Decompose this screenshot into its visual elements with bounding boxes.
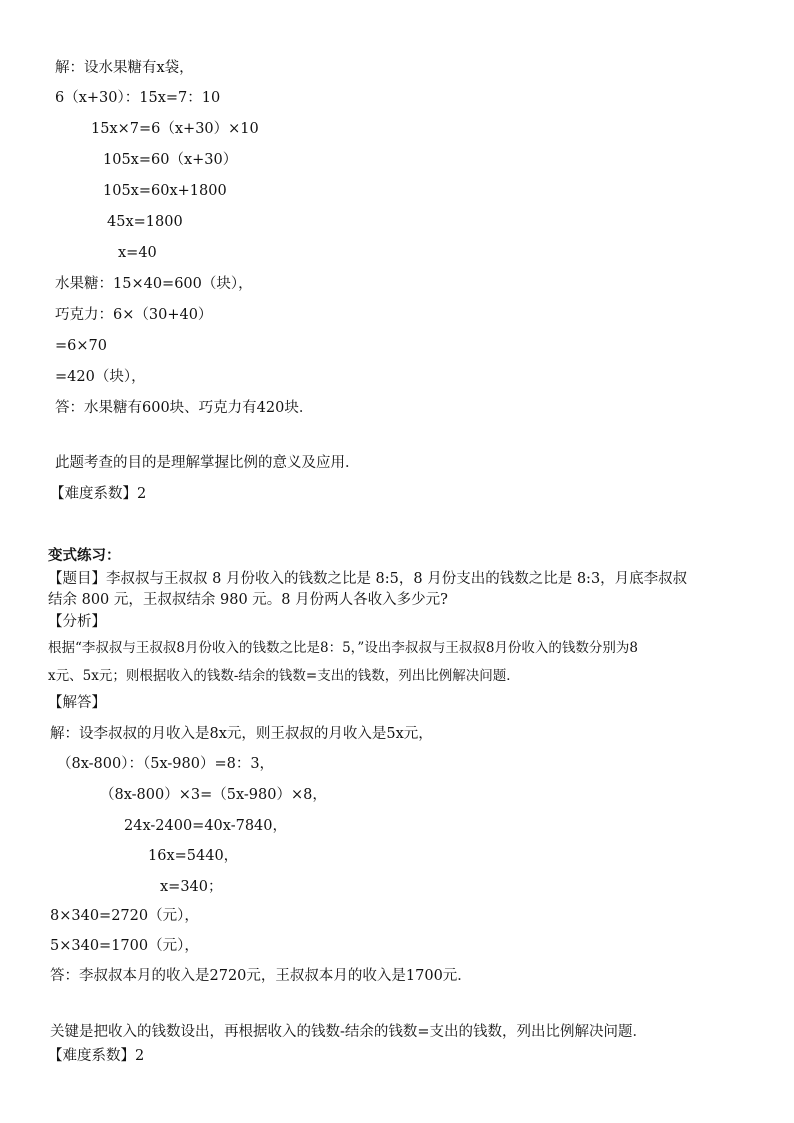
comment-1: 此题考查的目的是理解掌握比例的意义及应用． — [55, 455, 360, 471]
solution2-line-3: （8x-800）×3=（5x-980）×8， — [100, 787, 327, 803]
analysis-label: 【分析】 — [48, 614, 106, 630]
solution1-line-10: =6×70 — [55, 338, 107, 354]
solution1-line-2: 6（x+30）：15x=7：10 — [55, 90, 221, 106]
problem-line-1: 【题目】李叔叔与王叔叔 8 月份收入的钱数之比是 8:5，8 月份支出的钱数之比是 8:3，月底李叔叔 — [48, 571, 688, 587]
solution1-line-1: 解：设水果糖有x袋， — [55, 60, 194, 76]
solution1-line-12: 答：水果糖有600块、巧克力有420块． — [55, 400, 314, 416]
difficulty-1: 【难度系数】2 — [50, 486, 147, 502]
analysis-line-2: x元、5x元；则根据收入的钱数-结余的钱数=支出的钱数，列出比例解决问题． — [48, 668, 520, 684]
solution2-line-4: 24x-2400=40x-7840， — [124, 818, 287, 834]
solution1-line-7: x=40 — [118, 245, 157, 261]
problem-line-2: 结余 800 元，王叔叔结余 980 元。8 月份两人各收入多少元? — [48, 592, 448, 608]
solution2-line-8: 5×340=1700（元）， — [50, 938, 199, 954]
comment-2: 关键是把收入的钱数设出，再根据收入的钱数-结余的钱数=支出的钱数，列出比例解决问题． — [50, 1024, 648, 1040]
solution2-line-9: 答：李叔叔本月的收入是2720元，王叔叔本月的收入是1700元． — [50, 968, 472, 984]
solution2-line-5: 16x=5440， — [148, 848, 239, 864]
solution1-line-8: 水果糖：15×40=600（块）， — [55, 276, 253, 292]
solution1-line-5: 105x=60x+1800 — [103, 183, 227, 199]
analysis-line-1: 根据“李叔叔与王叔叔8月份收入的钱数之比是8：5，”设出李叔叔与王叔叔8月份收入的钱数分别为8 — [48, 640, 638, 656]
solution1-line-3: 15x×7=6（x+30）×10 — [91, 121, 259, 137]
answer-label: 【解答】 — [48, 695, 106, 711]
solution2-line-6: x=340； — [160, 879, 223, 895]
solution1-line-9: 巧克力：6×（30+40） — [55, 307, 213, 323]
solution1-line-4: 105x=60（x+30） — [103, 152, 238, 168]
solution2-line-7: 8×340=2720（元）， — [50, 908, 199, 924]
solution1-line-6: 45x=1800 — [107, 214, 183, 230]
variant-heading: 变式练习： — [48, 547, 121, 564]
solution1-line-11: =420（块）， — [55, 369, 146, 385]
solution2-line-1: 解：设李叔叔的月收入是8x元，则王叔叔的月收入是5x元， — [50, 726, 433, 742]
difficulty-2: 【难度系数】2 — [48, 1048, 145, 1064]
solution2-line-2: （8x-800）：（5x-980）=8：3， — [57, 756, 275, 772]
